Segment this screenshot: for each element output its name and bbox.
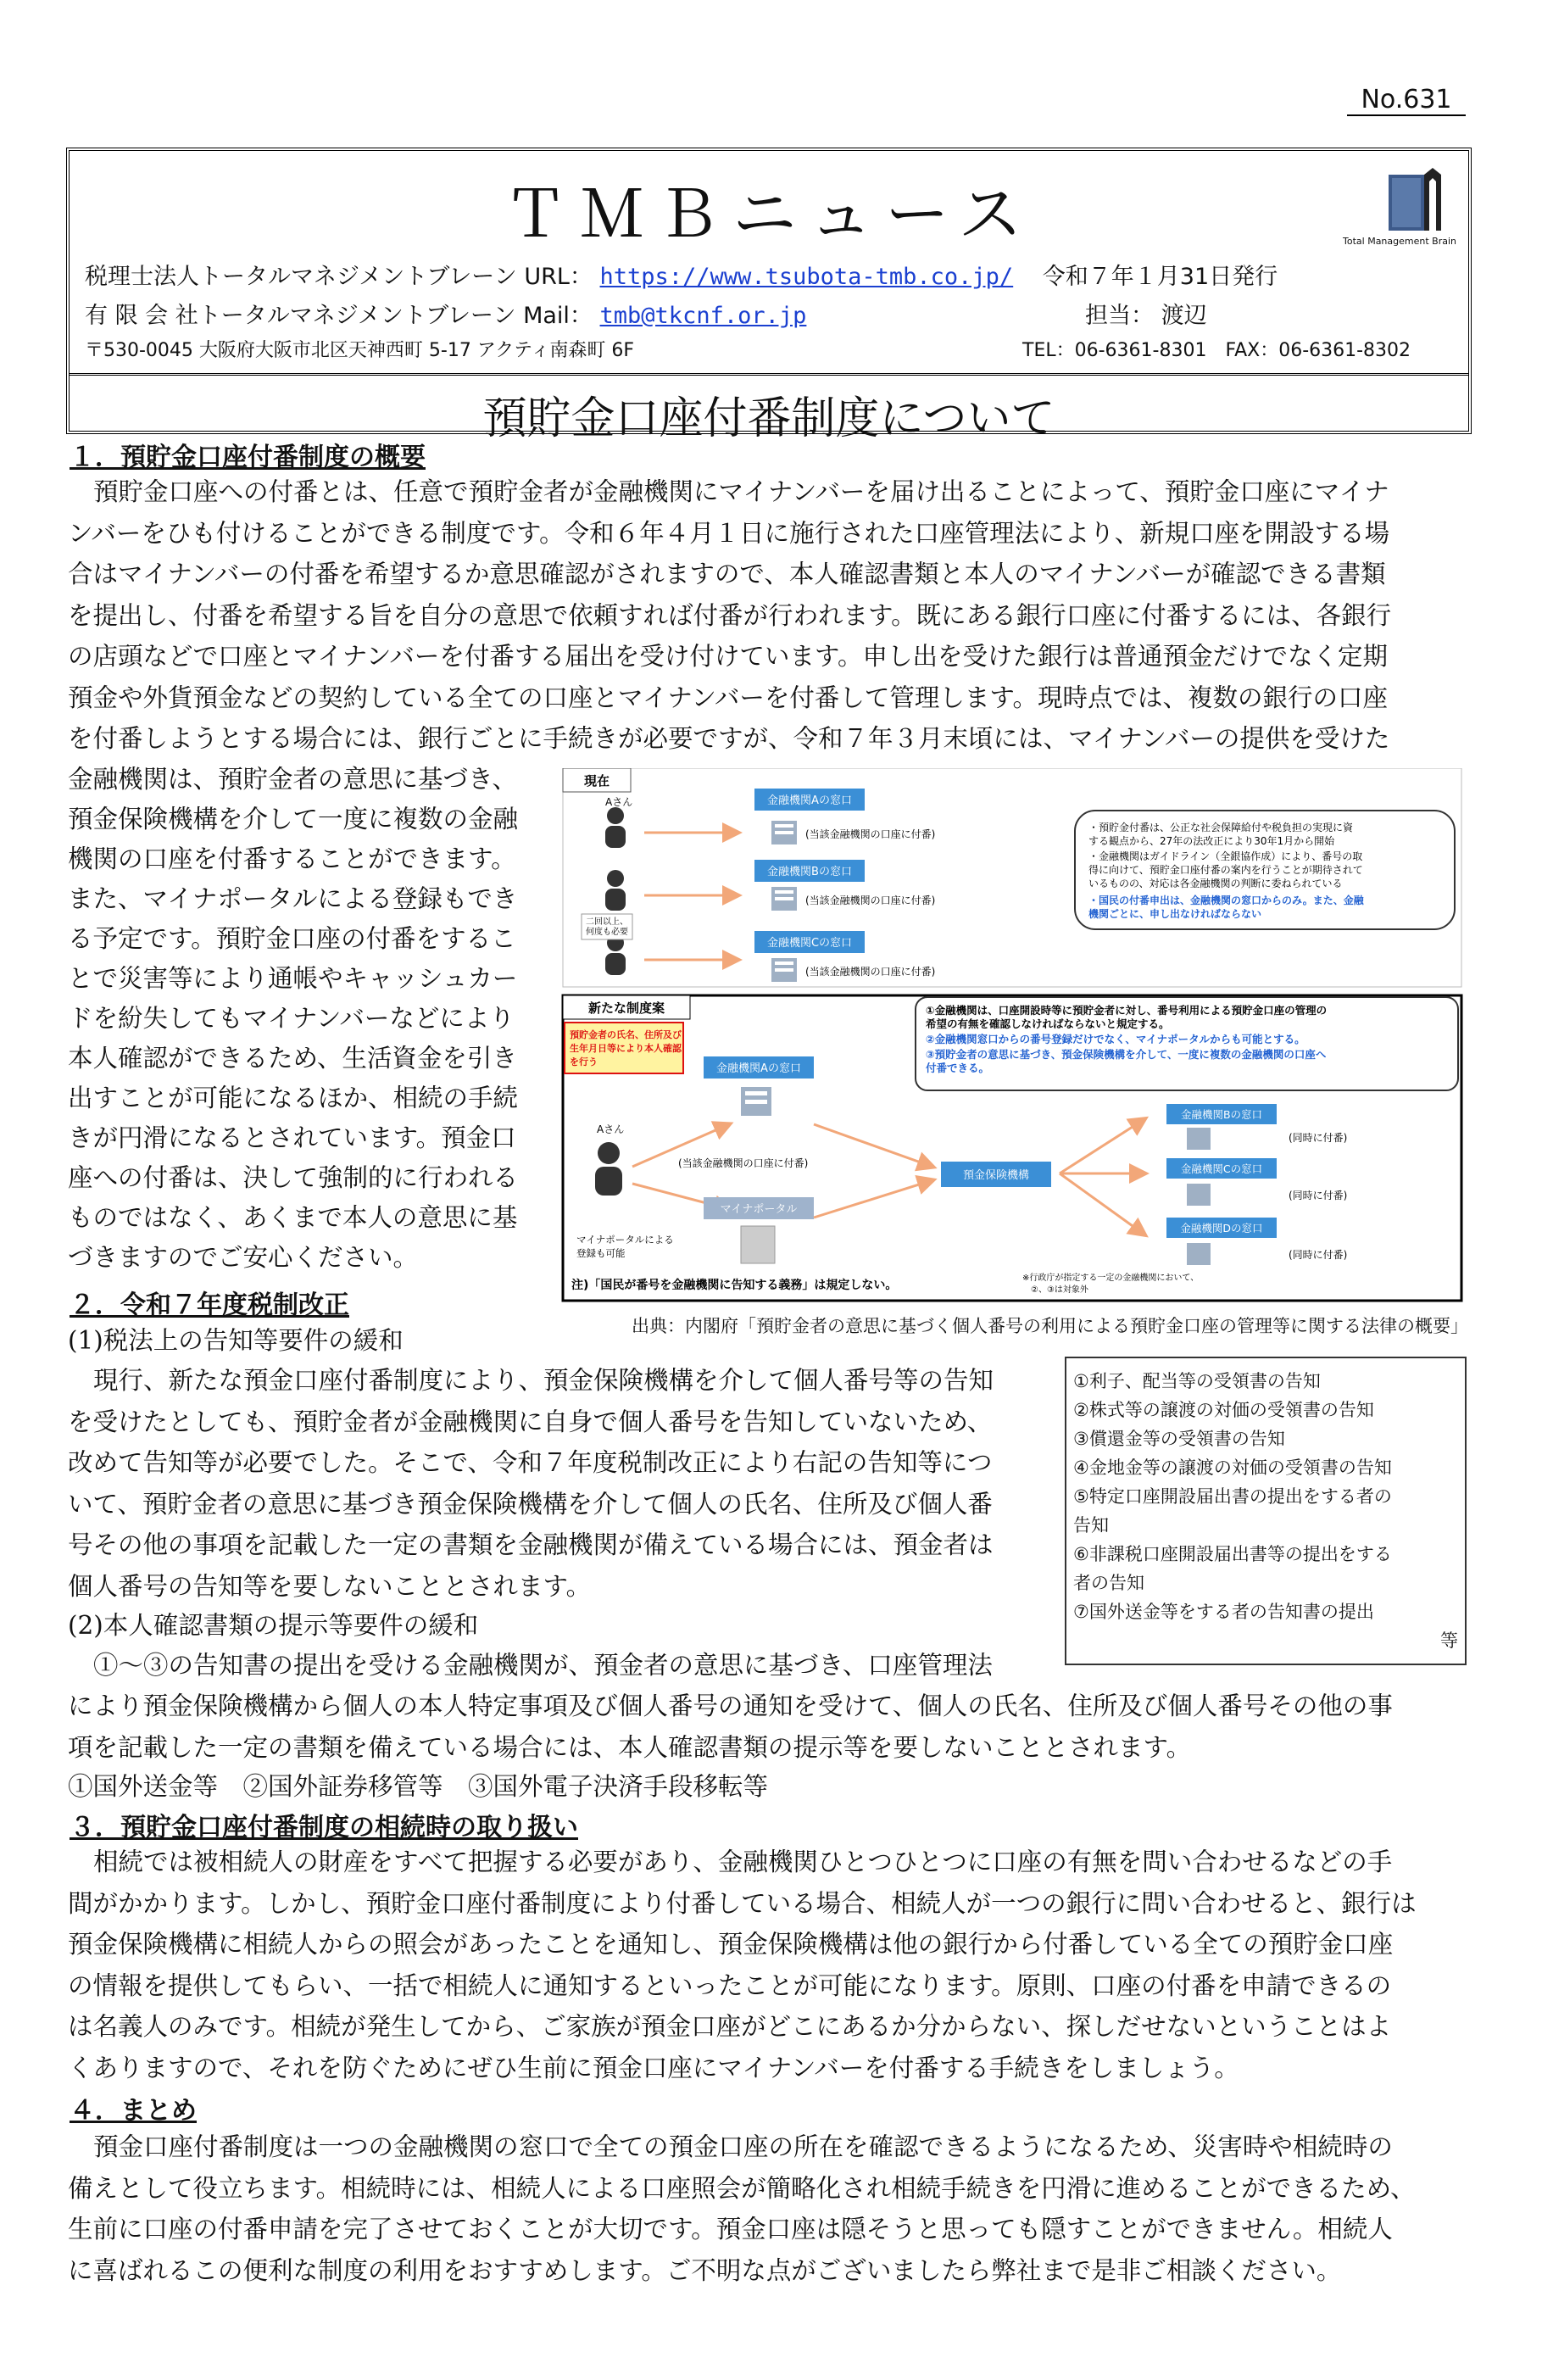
account-numbering-diagram <box>559 768 1468 1307</box>
server-icon <box>741 1226 775 1263</box>
building-icon <box>1187 1184 1211 1206</box>
s1-line: の店頭などで口座とマイナンバーを付番する届出を受け付けています。申し出を受けた銀行は普通預金だけでなく定期 <box>68 642 1389 671</box>
section-4-heading: ４．まとめ <box>70 2096 197 2126</box>
section-2-inline-list: ①国外送金等 ②国外証券移管等 ③国外電子決済手段移転等 <box>68 1772 769 1801</box>
bank-a-label: 金融機関Aの窓口 <box>767 794 852 807</box>
section-4-body <box>68 2126 1468 2291</box>
s4-line: 預金口座付番制度は一つの金融機関の窓口で全ての預金口座の所在を確認できるようになるため、災害時や相続時の <box>93 2132 1393 2161</box>
s1-left-line: る予定です。預貯金口座の付番をするこ <box>68 924 516 953</box>
my-portal-label: マイナポータル <box>720 1203 798 1216</box>
s3-line: くありますので、それを防ぐためにぜひ生前に預金口座にマイナンバーを付番する手続きをしましょう。 <box>68 2053 1239 2082</box>
company-mail-label: 有 限 会 社トータルマネジメントブレーン Mail： <box>85 303 593 329</box>
simultaneous-label: (同時に付番) <box>1289 1249 1348 1261</box>
s1-left-line: 出すことが可能になるほか、相続の手続 <box>68 1084 519 1112</box>
s1-line: 合はマイナンバーの付番を希望するか意思確認がされますので、本人確認書類と本人のマイナンバーが確認できる書類 <box>68 560 1386 588</box>
new-system-label: 新たな制度案 <box>587 1000 665 1016</box>
current-note-text: ・預貯金付番は、公正な社会保障給付や税負担の実現に資 する観点から、27年の法改正により30年1月から開始 ・金融機関はガイドライン（全銀協作成）により、番号の取 得に向けて、預貯金口座付番の案内を行うことが期待されて いるものの、対応は各金融機関の判断に委ねられている <box>1088 822 1363 889</box>
s3-line: は名義人のみです。相続が発生してから、ご家族が預金口座がどこにあるか分からない、探しだせないということはよ <box>68 2012 1392 2041</box>
s1-line: 預貯金口座への付番とは、任意で預貯金者が金融機関にマイナンバーを届け出ることによって、預貯金口座にマイナ <box>93 477 1389 506</box>
s1-line: を付番しようとする場合には、銀行ごとに手続きが必要ですが、令和７年３月末頃には、マイナンバーの提供を受けた <box>68 724 1390 753</box>
s1-left-line: 預金保険機構を介して一度に複数の金融 <box>68 805 519 833</box>
simultaneous-label: (同時に付番) <box>1289 1132 1348 1144</box>
section-2-para-2a: ①～③の告知書の提出を受ける金融機関が、預金者の意思に基づき、口座管理法 <box>93 1651 993 1680</box>
notification-item: ②株式等の譲渡の対価の受領書の告知 <box>1073 1400 1374 1420</box>
s3-line: 預金保険機構に相続人からの照会があったことを通知し、預金保険機構は他の銀行から付番している全ての預貯金口座 <box>68 1930 1394 1959</box>
notification-item: ⑥非課税口座開設届出書等の提出をする <box>1073 1544 1392 1564</box>
tel-fax: TEL：06-6361-8301 FAX：06-6361-8302 <box>1022 340 1411 361</box>
s4-line: に喜ばれるこの便利な制度の利用をおすすめします。ご不明な点がございましたら弊社まで是非ご相談ください。 <box>68 2255 1342 2285</box>
person-a-label: Aさん <box>605 796 633 808</box>
bank-b-label: 金融機関Bの窓口 <box>767 866 852 878</box>
s1-left-line: 座への付番は、決して強制的に行われる <box>68 1163 519 1192</box>
website-link[interactable]: https://www.tsubota-tmb.co.jp/ <box>599 264 1014 290</box>
notification-item: ⑦国外送金等をする者の告知書の提出 <box>1073 1602 1374 1622</box>
new-bank-d-label: 金融機関Dの窓口 <box>1180 1222 1263 1235</box>
issue-date: 令和７年１月31日発行 <box>1042 264 1278 290</box>
section-1-body <box>68 471 1468 760</box>
building-icon <box>741 1087 771 1116</box>
header-line-1 <box>85 258 1278 291</box>
new-bank-b-label: 金融機関Bの窓口 <box>1180 1108 1263 1121</box>
building-icon <box>1187 1128 1211 1150</box>
current-note-blue: ・国民の付番申出は、金融機関の窓口からのみ。また、金融 機関ごとに、申し出なければならない <box>1088 895 1364 920</box>
notification-item: 者の告知 <box>1073 1573 1144 1593</box>
notification-item: ⑤特定口座開設届出書の提出をする者の <box>1073 1486 1392 1507</box>
new-note-text: ①金融機関は、口座開設時等に預貯金者に対し、番号利用による預貯金口座の管理の 希望の有無を確認しなければならないと規定する。 <box>926 1004 1328 1030</box>
s1-line: を提出し、付番を希望する旨を自分の意思で依頼すれば付番が行われます。既にある銀行口座に付番するには、各銀行 <box>68 600 1392 630</box>
s1-left-line: 機関の口座を付番することができます。 <box>68 844 516 873</box>
to-account-label: (当該金融機関の口座に付番) <box>805 828 936 840</box>
s1-left-line: 本人確認ができるため、生活資金を引き <box>68 1044 517 1073</box>
newsletter-header <box>66 148 1472 444</box>
header-line-2 <box>85 297 806 330</box>
new-bank-a-label: 金融機関Aの窓口 <box>716 1062 801 1075</box>
s1-left-line: づきますのでご安心ください。 <box>68 1243 419 1272</box>
s4-line: 備えとして役立ちます。相続時には、相続人による口座照会が簡略化され相続手続きを円滑に進めることができるため、 <box>68 2173 1416 2203</box>
s1-left-line: とで災害等により通帳やキャッシュカー <box>68 964 518 993</box>
footnote-left: 注)「国民が番号を金融機関に告知する義務」は規定しない。 <box>571 1279 898 1292</box>
section-2-para-2b <box>68 1686 1468 1768</box>
twice-label: 二回以上、何度も必要 <box>586 917 628 937</box>
new-bank-c-label: 金融機関Cの窓口 <box>1180 1162 1263 1175</box>
section-3-heading: ３．預貯金口座付番制度の相続時の取り扱い <box>70 1813 578 1842</box>
s1-left-line: また、マイナポータルによる登録もでき <box>68 884 518 913</box>
person-icon <box>605 807 626 848</box>
s1-line: 預金や外貨預金などの契約している全ての口座とマイナンバーを付番して管理します。現時点では、複数の銀行の口座 <box>68 683 1389 712</box>
person-icon <box>595 1142 622 1196</box>
section-2-para-1 <box>68 1360 1038 1607</box>
current-label: 現在 <box>583 773 610 789</box>
s2-line: 項を記載した一定の書類を備えている場合には、本人確認書類の提示等を要しないこととされます。 <box>68 1732 1192 1762</box>
deposit-insurance-label: 預金保険機構 <box>962 1169 1030 1182</box>
company-logo-icon <box>1387 166 1446 234</box>
s3-line: の情報を提供してもらい、一括で相続人に通知するといったことが可能になります。原則、口座の付番を申請できるの <box>68 1970 1392 2000</box>
new-person-a-label: Aさん <box>597 1123 625 1135</box>
s2-line: いて、預貯金者の意思に基づき預金保険機構を介して個人の氏名、住所及び個人番 <box>68 1489 993 1519</box>
logo-caption: Total Management Brain <box>1343 236 1456 247</box>
s1-left-line: ものではなく、あくまで本人の意思に基 <box>68 1203 518 1232</box>
contact-person: 担当： 渡辺 <box>1085 303 1207 329</box>
section-2-heading: ２．令和７年度税制改正 <box>70 1290 349 1320</box>
notification-item: ①利子、配当等の受領書の告知 <box>1073 1371 1321 1391</box>
notification-item: ③償還金等の受領書の告知 <box>1073 1429 1285 1449</box>
footnote-right: ※行政庁が指定する一定の金融機関において、 ②、③は対象外 <box>1022 1274 1200 1295</box>
new-to-account-label: (当該金融機関の口座に付番) <box>678 1157 809 1169</box>
s2-line: により預金保険機構から個人の本人特定事項及び個人番号の通知を受けて、個人の氏名、住所及び個人番号その他の事 <box>68 1692 1393 1720</box>
newsletter-title: ＴＭＢニュース <box>503 176 1035 252</box>
section-1-heading: １．預貯金口座付番制度の概要 <box>70 443 426 472</box>
issue-number: No.631 <box>1347 85 1466 116</box>
person-icon <box>605 870 626 911</box>
s4-line: 生前に口座の付番申請を完了させておくことが大切です。預金口座は隠そうと思っても隠すことができません。相続人 <box>68 2215 1393 2243</box>
to-account-label: (当該金融機関の口座に付番) <box>805 895 936 906</box>
s1-left-line: きが円滑になるとされています。預金口 <box>68 1123 516 1152</box>
building-icon <box>771 887 797 911</box>
section-3-body <box>68 1842 1468 2088</box>
s1-left-line: 金融機関は、預貯金者の意思に基づき、 <box>68 765 517 794</box>
s2-line: 改めて告知等が必要でした。そこで、令和７年度税制改正により右記の告知等につ <box>68 1448 993 1477</box>
to-account-label: (当該金融機関の口座に付番) <box>805 966 936 978</box>
identity-note-text: 預貯金者の氏名、住所及び 生年月日等により本人確認 を行う <box>570 1029 682 1067</box>
bank-c-label: 金融機関Cの窓口 <box>766 937 853 950</box>
notification-item: ④金地金等の譲渡の対価の受領書の告知 <box>1073 1458 1392 1478</box>
email-link[interactable]: tmb@tkcnf.or.jp <box>599 303 807 329</box>
section-2-sub-1: (1)税法上の告知等要件の緩和 <box>68 1326 404 1355</box>
address: 〒530-0045 大阪府大阪市北区天神西町 5-17 アクティ南森町 6F <box>85 340 635 361</box>
s2-line: を受けたとしても、預貯金者が金融機関に自身で個人番号を告知していないため、 <box>68 1407 993 1436</box>
s3-line: 間がかかります。しかし、預貯金口座付番制度により付番している場合、相続人が一つの銀行に問い合わせると、銀行は <box>68 1888 1417 1918</box>
s2-line: 個人番号の告知等を要しないこととされます。 <box>68 1571 592 1601</box>
new-note-blue: ②金融機関窓口からの番号登録だけでなく、マイナポータルからも可能とする。 ③預貯金者の意思に基づき、預金保険機構を介して、一度に複数の金融機関の口座へ 付番できる。 <box>926 1033 1327 1074</box>
simultaneous-label: (同時に付番) <box>1289 1190 1348 1201</box>
notification-list-box <box>1065 1357 1467 1665</box>
diagram-source: 出典：内閣府「預貯金者の意思に基づく個人番号の利用による預貯金口座の管理等に関する法律の概要」 <box>632 1316 1468 1336</box>
building-icon <box>771 821 797 844</box>
building-icon <box>1187 1243 1211 1265</box>
notification-etc: 等 <box>1440 1630 1458 1651</box>
section-2-sub-2: (2)本人確認書類の提示等要件の緩和 <box>68 1611 479 1640</box>
firm-url-label: 税理士法人トータルマネジメントブレーン URL： <box>85 264 593 290</box>
notification-item: 告知 <box>1073 1515 1109 1536</box>
s2-line: 号その他の事項を記載した一定の書類を金融機関が備えている場合には、預金者は <box>68 1530 994 1559</box>
person-icon <box>605 934 626 975</box>
portal-note: マイナポータルによる 登録も可能 <box>576 1234 674 1259</box>
building-icon <box>771 958 797 982</box>
s3-line: 相続では被相続人の財産をすべて把握する必要があり、金融機関ひとつひとつに口座の有無を問い合わせるなどの手 <box>93 1848 1393 1876</box>
s2-line: 現行、新たな預金口座付番制度により、預金保険機構を介して個人番号等の告知 <box>93 1366 994 1395</box>
s1-left-line: ドを紛失してもマイナンバーなどにより <box>68 1004 515 1033</box>
s1-line: ンバーをひも付けることができる制度です。令和６年４月１日に施行された口座管理法により、新規口座を開設する場 <box>68 518 1390 548</box>
article-subject: 預貯金口座付番制度について <box>70 373 1468 446</box>
section-1-left-column <box>68 760 543 1278</box>
